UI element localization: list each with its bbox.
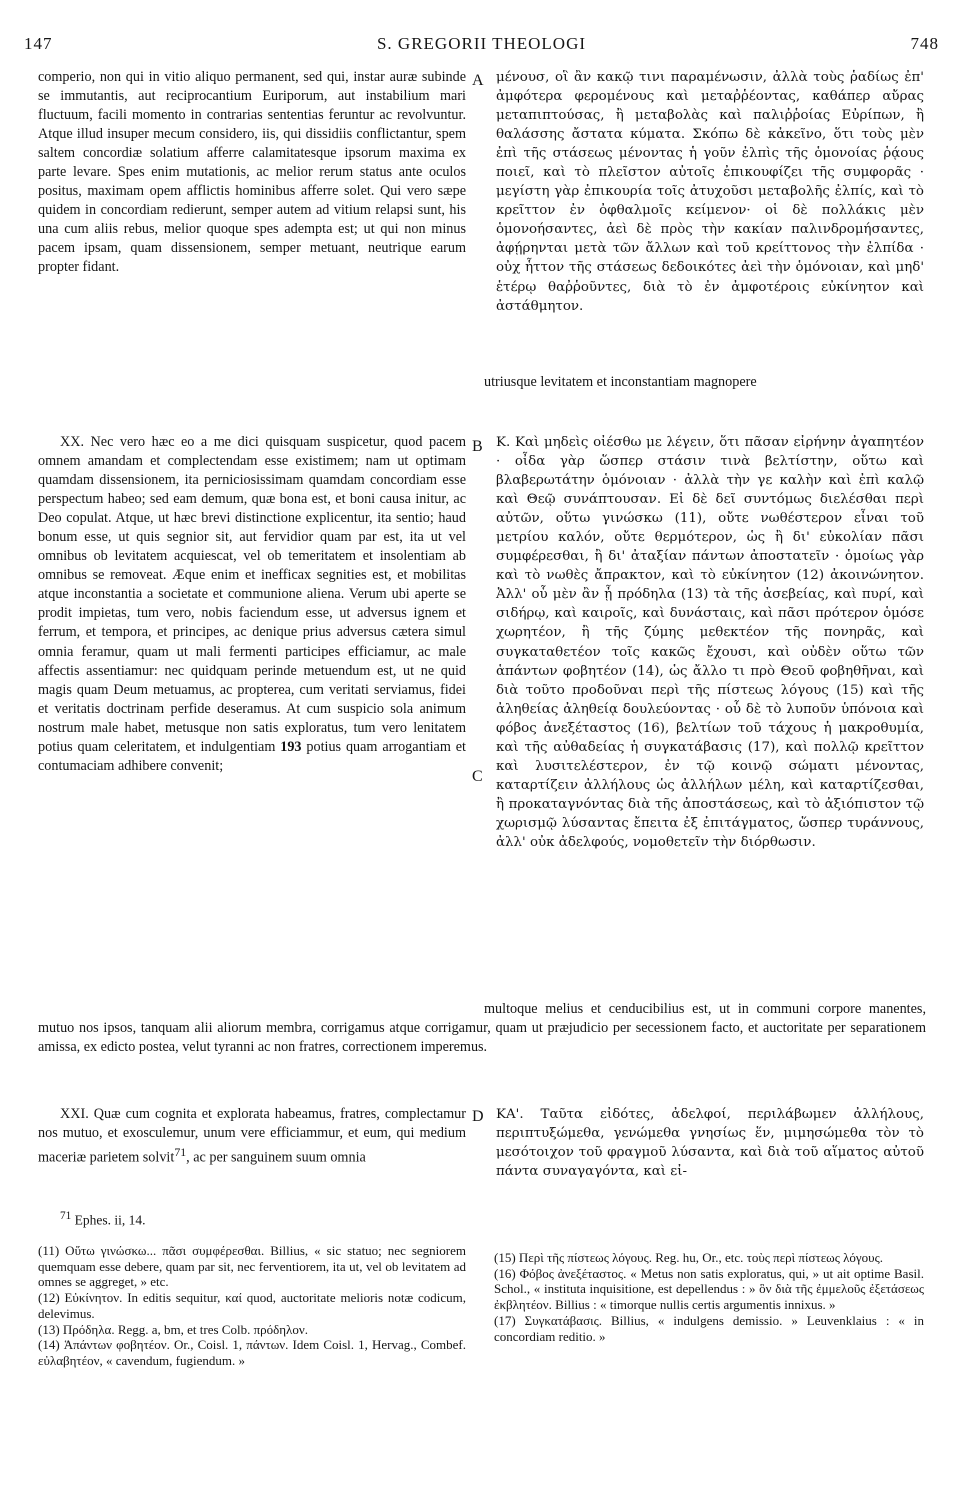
latin-b-text: XX. Nec vero hæc eo a me dici quisquam suspicetur, quod pacem omnem amandam et complectendam esse existimem; nam ut optimam quamdam dissensionem, ita perniciosissimam quamdam concordiam esse perspectum habeo; sed eam demum, quæ bona est, et boni causa initur, ac Deo copulat. Atque, ut hæc brevi distinctione explicentur, ita sentio; haud bonum esse, ut quis segnior sit, aut fervidior quam par est, ita ut vel omnibus ob levitatem acquiescat, vel ob temeritatem et insolentiam ab omnibus se removeat. Æque enim et inefficax segnities est, et mobilitas atque inconstantia a societate et communione aliena. Verum ubi aperte se prodit impietas, tum vero, nobis faciendum esse, ut adversus ignem et ferrum, et tempora, et principes, ac denique prius adversus cætera simul omnia feramur, quam ut mali fermenti participes efficiamur, ac male affectis assentiamur: nec quidquam perinde metuendum est, ut ne quid magis quam Deum metuamus, ac propterea, cum veritati serviamus, fidei et veritatis doctrinam perfide deseramus. At cum suspicio sola animum nostrum male habet, metusque non satis exploratus, tum vero lenitatem potius quam celeritatem, et indulgentiam: [38, 434, 466, 755]
latin-column-a: comperio, non qui in vitio aliquo permanent, sed qui, instar auræ subinde se immutantis, aut reciprocantium Euriporum, aut instabilium mari fluctuum, facili momento in contrarias sententias feruntur ac revolvuntur. Atque illud insuper mecum considero, iis, qui dissidiis conflictantur, spem saltem concordiæ solatium afferre calamitatesque ipsorum maxima ex parte levare. Spes enim mutationis, ac melior rerum status ante oculos positus, maximam opem afflictis hominibus afferre solet. Qui vero sæpe quidem in concordiam redierunt, semper autem ad vitium relapsi sunt, his una cum aliis rebus, melior quoque spes adempta est; ut qui non minus pacem ipsam, quam dissensionem, semper metuant, neutrique earum propter fidant.: [38, 69, 466, 276]
greek-column-d: ΚΑ'. Ταῦτα εἰδότες, ἀδελφοί, περιλάβωμεν ἀλλήλους, περιπτυξώμεθα, γενώμεθα γνησίως ἕν, μιμησώμεθα τὸν τὸ μεσότοιχον τοῦ φραγμοῦ λύσαντα, καὶ διὰ τοῦ αἵματος αὐτοῦ πάντα συναγαγόντα, καὶ εἰ-: [496, 1107, 924, 1180]
margin-marker-b: B: [472, 438, 483, 455]
note: (11) Οὕτω γινώσκω... πᾶσι συμφέρεσθαι. Billius, « sic statuo; nec segniorem quemquam esse debere, quam par sit, nec ferventiorem, ita ut, vel ob levitatem ad omnes se aggreget, » etc.: [38, 1243, 466, 1290]
margin-marker-d: D: [472, 1108, 484, 1125]
footnote-number: 71: [60, 1210, 72, 1222]
note: (13) Πρόδηλα. Regg. a, bm, et tres Colb. πρόδηλον.: [38, 1321, 308, 1337]
greek-column-b: Κ. Καὶ μηδεὶς οἰέσθω με λέγειν, ὅτι πᾶσαν εἰρήνην ἀγαπητέον · οἶδα γὰρ ὥσπερ στάσιν τινὰ βελτίστην, οὕτω καὶ βλαβερωτάτην ὁμόνοιαν · ἀλλὰ τὴν γε καλὴν καὶ ἐπὶ καλῷ καὶ Θεῷ συνάπτουσαν. Εἰ δὲ δεῖ συντόμως διελέσθαι περὶ αὐτῶν, οὕτω γινώσκω (11), οὔτε νωθέστερον εἶναι τοῦ μετρίου καλόν, οὔτε θερμότερον, ὡς ἢ δι' εὐκολίαν πᾶσι συμφέρεσθαι, ἢ δι' ἀταξίαν πάντων ἀποστατεῖν · ὁμοίως γὰρ καὶ τὸ νωθὲς ἄπρακτον, καὶ τὸ εὐκίνητον (12) ἀκοινώνητον. Ἀλλ' οὗ μὲν ἂν ᾖ πρόδηλα (13) τὰ τῆς ἀσεβείας, καὶ πυρί, καὶ σιδήρῳ, καὶ καιροῖς, καὶ δυνάσταις, καὶ πᾶσι πρότερον ὁμόσε χωρητέον, ἢ τῆς ζύμης μεθεκτέον τῆς πονηρᾶς, καὶ συγκαταθετέον τοῖς κακῶς ἔχουσι, καὶ οὐδὲν οὕτω τῶν ἁπάντων φοβητέον (14), ὡς ἄλλο τι πρὸ Θεοῦ φοβηθῆναι, καὶ διὰ τοῦτο προδοῦναι περὶ τῆς πίστεως λόγους (15) καὶ τῆς ἀληθείας ἀληθείᾳ δουλεύοντας · οὗ δὲ τὸ λυποῦν ὑπόνοια καὶ φόβος ἀνεξέταστος (16), βελτίων τοῦ τάχους ἡ μακροθυμία, καὶ τῆς αὐθαδείας ἡ συγκατάβασις (17), καὶ πολλῷ κρεῖττον καὶ λυσιτελέστερον, ἐν τῷ κοινῷ σώματι μένοντας, καταρτίζειν ἀλλήλους ὡς ἀλλήλων μέλη, καὶ καταρτίζεσθαι, ἢ προκαταγνόντας διὰ τῆς ἀποστάσεως, καὶ τὸ ἀξιόπιστον τῷ χωρισμῷ λύσαντας ἔπειτα ἐξ ἐπιτάγματος, ὥσπερ τυράννους, ἀλλ' οὐκ ἀδελφούς, νομοθετεῖν τὴν διόρθωσιν.: [496, 435, 924, 850]
column-number: 193: [280, 738, 302, 755]
scripture-footnote: [60, 1210, 146, 1229]
margin-marker-c: C: [472, 768, 483, 785]
page-number-right: 748: [910, 34, 939, 53]
margin-marker-a: A: [472, 72, 484, 89]
note: (14) Ἁπάντων φοβητέον. Or., Coisl. 1, πάντων. Idem Coisl. 1, Hervag., Combef. εὐλαβητέον, « cavendum, fugiendum. »: [38, 1337, 466, 1368]
running-header: [24, 34, 939, 60]
latin-column-b: [38, 433, 466, 776]
latin-continuation-a: utriusque levitatem et inconstantiam magnopere: [484, 374, 757, 390]
latin-d-end: , ac per sanguinem suum omnia: [186, 1149, 366, 1166]
latin-continuation-b: multoque melius et cenducibilius est, ut in communi corpore manentes, mutuo nos ipsos, tanquam alii aliorum membra, corrigamus atque corrigamur, quam ut præjudicio per secessionem facto, et auctoritate per separationem amissa, ex edicto postea, velut tyranni ac non fratres, correctionem imperemus.: [38, 1001, 926, 1056]
notes-right: [494, 1250, 924, 1344]
latin-column-d: [38, 1105, 466, 1168]
page-number-left: 147: [24, 34, 53, 53]
greek-column-a: μένουσ, οἳ ἂν κακῷ τινι παραμένωσιν, ἀλλὰ τοὺς ῥαδίως ἐπ' ἀμφότερα φερομένους καὶ μεταῤῥέοντας, καθάπερ αὔρας μεταπιπτούσας, ἢ μεταβολὰς καὶ παλιῤῥοίας Εὐρίπων, ἢ θαλάσσης ἄστατα κύματα. Σκόπω δὲ κἀκεῖνο, ὅτι τοὺς μὲν ἐπὶ τῆς στάσεως μένοντας ἡ γοῦν ἐλπὶς τῆς ὁμονοίας ῥᾴους ποιεῖ, καὶ τὸ πλεῖστον αὐτοῖς ἐπικουφίζει τῆς συμφορᾶς · μεγίστη γὰρ ἐπικουρία τοῖς ἀτυχοῦσι μεταβολῆς ἐλπίς, καὶ τὸ κρεῖττον ἐν ὀφθαλμοῖς κείμενον· οἱ δὲ πολλάκις μὲν ὁμονοήσαντες, ἀεὶ δὲ πρὸς τὴν κακίαν παλινδρομήσαντες, ἀφῄρηνται μετὰ τῶν ἄλλων καὶ τοῦ κρείττονος τὴν ἐλπίδα · οὐχ ἧττον τῆς στάσεως δεδοικότες ἀεὶ τὴν ὁμόνοιαν, καὶ μηδ' ἑτέρῳ θαῤῥοῦντες, διὰ τὸ ἐν ἀμφοτέροις εὐκίνητον καὶ ἀστάθμητον.: [496, 70, 924, 314]
running-title: S. GREGORII THEOLOGI: [376, 34, 587, 53]
note: (16) Φόβος ἀνεξέταστος. « Metus non satis exploratus, qui, » ut ait optime Basil. Schol., « instituta inquisitione, est depellendus : » ὃν διὰ τῆς ἐμμελοῦς ἐξετάσεως ἐκβλητέον. Billius : « timorque nullis certis argumentis innixus. »: [494, 1265, 924, 1313]
notes-left: [38, 1243, 466, 1369]
footnote-ref: 71: [174, 1145, 187, 1160]
latin-d-text: XXI. Quæ cum cognita et explorata habeamus, fratres, complectamur nos mutuo, et exosculemur, unum vere efficiammur, et eum, qui medium maceriæ parietem solvit: [38, 1106, 466, 1166]
note: (15) Περὶ τῆς πίστεως λόγους. Reg. hu, Or., etc. τοὺς περὶ πίστεως λόγους.: [494, 1250, 883, 1265]
latin-b-end: potius quam arrogantiam et contumaciam adhibere convenit;: [38, 738, 466, 774]
footnote-text: Ephes. ii, 14.: [74, 1212, 146, 1228]
note: (12) Εὐκίνητον. In editis sequitur, καί quod, auctoritate melioris notæ codicum, delevimus.: [38, 1290, 466, 1321]
note: (17) Συγκατάβασις. Billius, « indulgens demissio. » Leuvenklaius : « in concordiam reditio. »: [494, 1312, 924, 1344]
